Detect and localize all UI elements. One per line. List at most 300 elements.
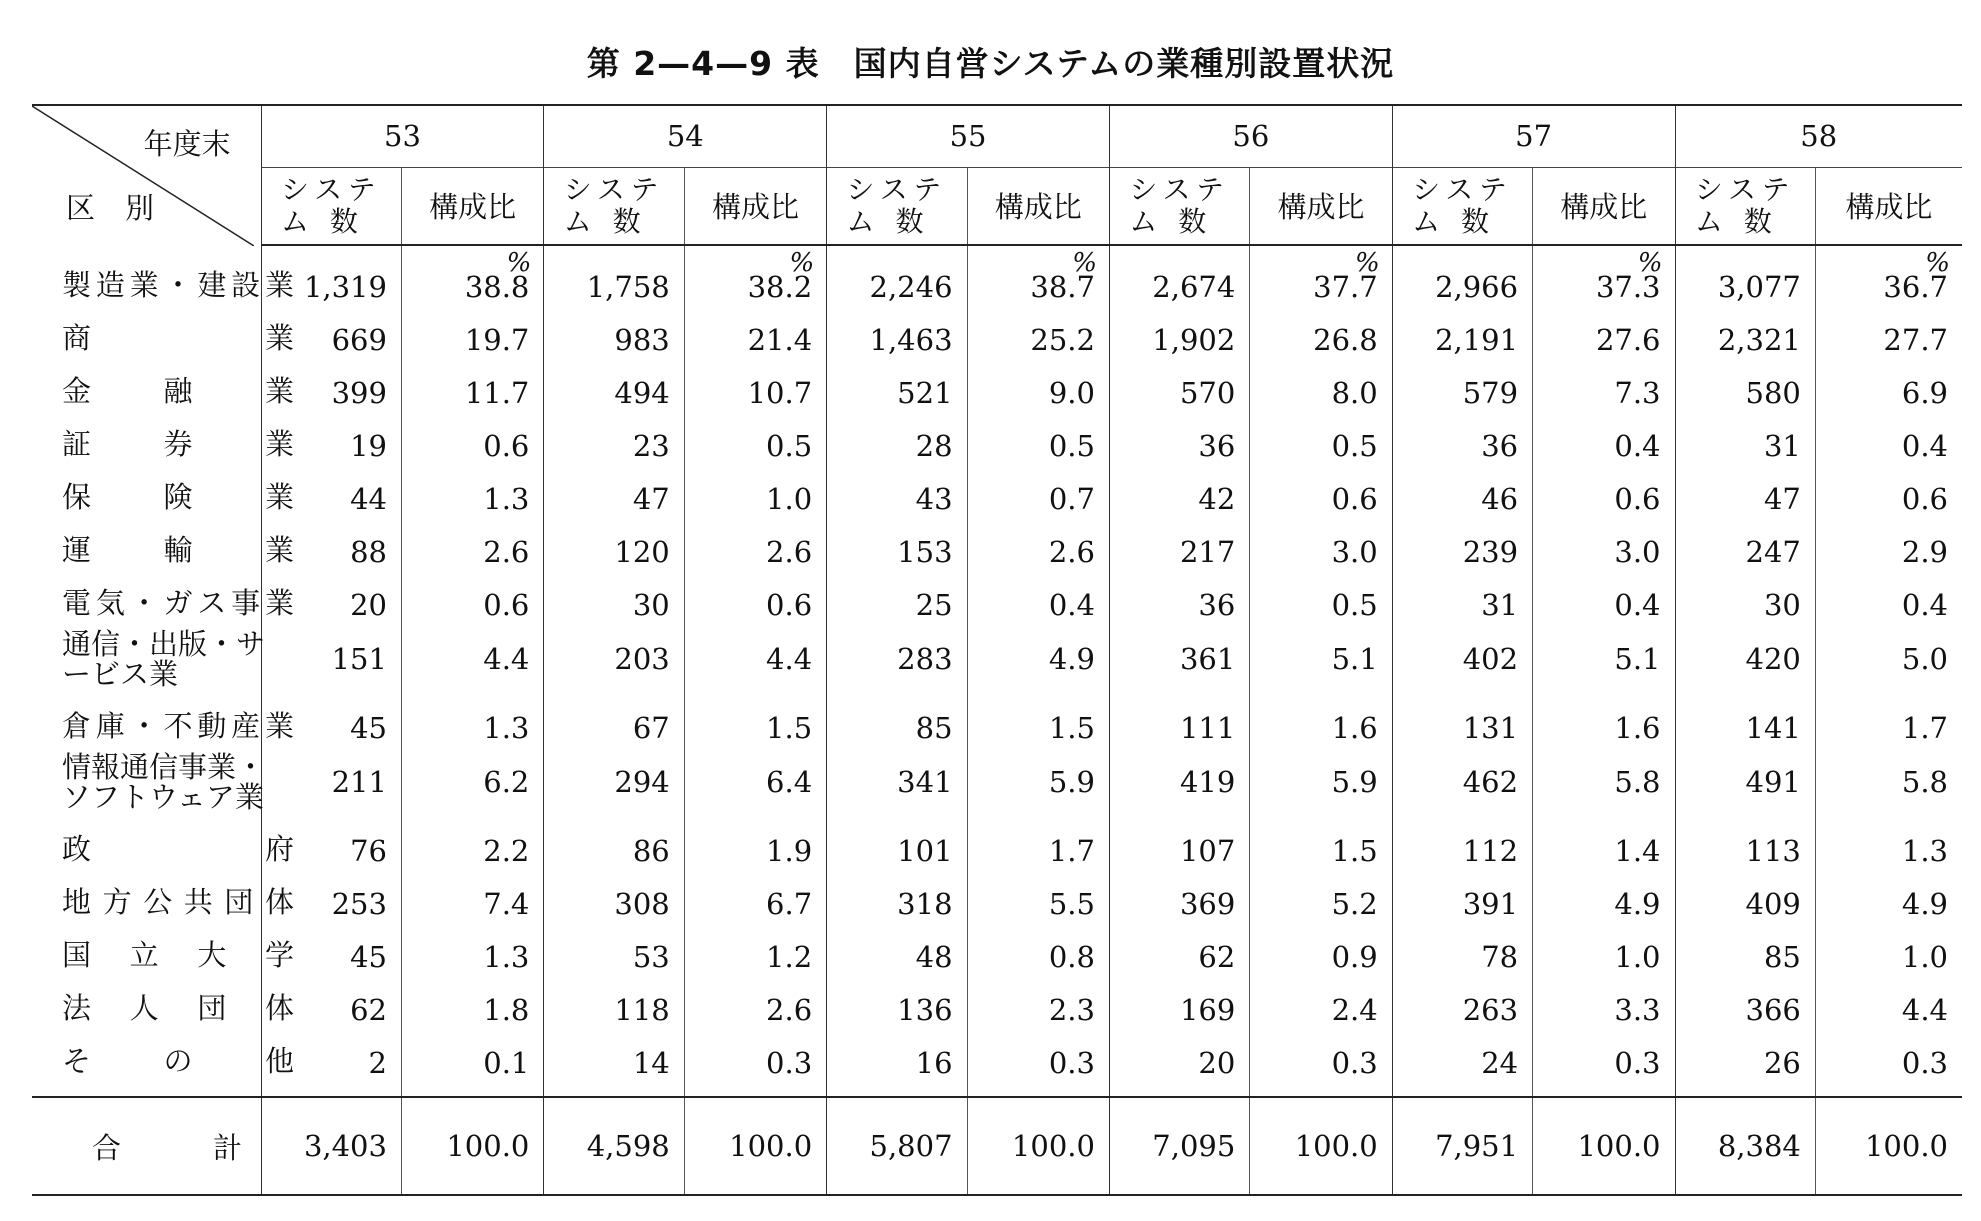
total-ratio-cell: 100.0	[401, 1097, 543, 1195]
row-label-text: 製 造 業 ・ 建 設 業	[62, 268, 294, 302]
system-count-cell: 211	[261, 749, 401, 819]
system-count-cell: 47	[544, 467, 684, 520]
system-count-cell: 131	[1392, 696, 1532, 749]
ratio-cell	[1815, 467, 1962, 520]
col-header-ratio: 構成比	[967, 167, 1109, 245]
ratio-value: 1.3	[483, 482, 530, 516]
ratio-value: 36.7	[1883, 270, 1948, 304]
system-count-label	[1412, 174, 1513, 238]
ratio-value: 19.7	[464, 323, 530, 357]
system-count-cell: 399	[261, 361, 401, 414]
system-count-cell: 48	[827, 925, 967, 978]
system-count-cell: 308	[544, 872, 684, 925]
system-count-label-line2: ム 数	[563, 204, 647, 238]
ratio-cell	[1533, 696, 1675, 749]
ratio-cell	[1533, 467, 1675, 520]
system-count-cell: 263	[1392, 978, 1532, 1031]
system-count-cell: 420	[1675, 626, 1815, 696]
ratio-value: 0.3	[1901, 1046, 1948, 1080]
system-count-label-line2: ム 数	[280, 204, 364, 238]
percent-mark: %	[506, 248, 532, 278]
corner-label-year-end: 年度末	[143, 127, 231, 161]
ratio-cell	[684, 696, 826, 749]
ratio-value: 5.1	[1614, 642, 1661, 676]
ratio-value: 5.2	[1331, 887, 1378, 921]
ratio-value: 0.5	[1331, 588, 1378, 622]
ratio-cell	[1815, 819, 1962, 872]
col-header-system-count	[1675, 167, 1815, 245]
table-row	[32, 414, 1962, 467]
system-count-cell: 25	[827, 573, 967, 626]
row-label-text: 倉 庫 ・ 不 動 産 業	[62, 709, 294, 743]
system-count-label	[1129, 174, 1230, 238]
system-count-cell: 36	[1392, 414, 1532, 467]
ratio-cell	[401, 626, 543, 696]
ratio-cell	[684, 520, 826, 573]
system-count-label-line1: システ	[1412, 172, 1513, 206]
ratio-value: 2.6	[483, 535, 530, 569]
ratio-cell	[401, 520, 543, 573]
ratio-value: 0.6	[483, 429, 530, 463]
ratio-cell	[1250, 819, 1392, 872]
ratio-cell	[684, 245, 826, 308]
ratio-cell	[967, 696, 1109, 749]
col-header-system-count	[261, 167, 401, 245]
system-count-cell: 391	[1392, 872, 1532, 925]
ratio-cell	[967, 520, 1109, 573]
ratio-cell	[1533, 819, 1675, 872]
row-label-text: 政 府	[62, 832, 294, 866]
row-label	[32, 520, 294, 573]
row-label-line1: 情報通信事業・	[62, 750, 266, 784]
percent-mark: %	[1637, 248, 1663, 278]
ratio-cell	[967, 414, 1109, 467]
row-label-text: 金 融 業	[62, 374, 294, 408]
ratio-cell	[684, 414, 826, 467]
year-header: 53	[261, 105, 544, 167]
ratio-cell	[967, 245, 1109, 308]
system-count-label-line2: ム 数	[846, 204, 930, 238]
ratio-value: 0.6	[483, 588, 530, 622]
data-table	[32, 104, 1962, 1196]
ratio-cell	[967, 749, 1109, 819]
ratio-cell	[1815, 925, 1962, 978]
ratio-cell	[1815, 414, 1962, 467]
ratio-value: 6.9	[1901, 376, 1948, 410]
col-header-ratio: 構成比	[401, 167, 543, 245]
ratio-cell	[401, 414, 543, 467]
table-row	[32, 925, 1962, 978]
ratio-cell	[684, 872, 826, 925]
table-row	[32, 361, 1962, 414]
ratio-cell	[967, 872, 1109, 925]
system-count-cell: 47	[1675, 467, 1815, 520]
row-label-text: 国 立 大 学	[62, 938, 294, 972]
row-label-text: 法 人 団 体	[62, 991, 294, 1025]
spacer-cell	[967, 1084, 1109, 1097]
ratio-cell	[967, 978, 1109, 1031]
system-count-cell: 30	[1675, 573, 1815, 626]
system-count-cell: 341	[827, 749, 967, 819]
system-count-cell: 217	[1109, 520, 1249, 573]
spacer-cell	[32, 1084, 261, 1097]
ratio-cell	[401, 819, 543, 872]
system-count-cell: 579	[1392, 361, 1532, 414]
system-count-cell: 67	[544, 696, 684, 749]
table-row	[32, 872, 1962, 925]
ratio-value: 4.4	[766, 642, 813, 676]
ratio-cell	[401, 749, 543, 819]
year-header: 54	[544, 105, 827, 167]
ratio-cell	[684, 749, 826, 819]
spacer-cell	[684, 1084, 826, 1097]
ratio-value: 1.7	[1901, 711, 1948, 745]
ratio-value: 5.8	[1901, 765, 1948, 799]
ratio-value: 0.9	[1331, 940, 1378, 974]
spacer-cell	[1109, 1084, 1249, 1097]
header-corner	[32, 105, 261, 245]
system-count-label	[1695, 174, 1796, 238]
ratio-value: 1.5	[766, 711, 813, 745]
ratio-cell	[967, 626, 1109, 696]
percent-mark: %	[1072, 248, 1097, 278]
ratio-cell	[1250, 1031, 1392, 1084]
ratio-cell	[1533, 573, 1675, 626]
spacer-cell	[261, 1084, 401, 1097]
spacer-cell	[827, 1084, 967, 1097]
table-row	[32, 749, 1962, 819]
system-count-label-line2: ム 数	[1694, 204, 1778, 238]
total-system-count-cell: 7,951	[1392, 1097, 1532, 1195]
ratio-value: 7.3	[1614, 376, 1661, 410]
ratio-cell	[1533, 414, 1675, 467]
row-label	[32, 925, 294, 978]
ratio-value: 4.9	[1048, 642, 1095, 676]
system-count-label-line2: ム 数	[1412, 204, 1496, 238]
system-count-cell: 62	[1109, 925, 1249, 978]
ratio-cell	[1533, 978, 1675, 1031]
ratio-value: 1.0	[1901, 940, 1948, 974]
row-label	[32, 749, 266, 819]
ratio-value: 11.7	[464, 376, 530, 410]
ratio-cell	[1815, 245, 1962, 308]
ratio-cell	[967, 819, 1109, 872]
total-system-count-cell: 5,807	[827, 1097, 967, 1195]
row-label-text: 証 券 業	[62, 427, 294, 461]
ratio-value: 1.8	[483, 993, 530, 1027]
system-count-cell: 120	[544, 520, 684, 573]
system-count-label	[281, 174, 382, 238]
row-label	[32, 626, 266, 696]
ratio-value: 0.3	[1331, 1046, 1378, 1080]
ratio-cell	[684, 361, 826, 414]
ratio-value: 0.3	[1048, 1046, 1095, 1080]
ratio-value: 2.6	[1048, 535, 1095, 569]
system-count-cell: 141	[1675, 696, 1815, 749]
row-label-text: 運 輸 業	[62, 533, 294, 567]
system-count-cell: 1,463	[827, 308, 967, 361]
system-count-cell: 294	[544, 749, 684, 819]
ratio-value: 0.8	[1048, 940, 1095, 974]
ratio-value: 1.0	[1614, 940, 1661, 974]
ratio-cell	[1250, 696, 1392, 749]
system-count-cell: 26	[1675, 1031, 1815, 1084]
row-label	[32, 308, 294, 361]
ratio-cell	[1250, 467, 1392, 520]
system-count-cell: 28	[827, 414, 967, 467]
ratio-cell	[1533, 626, 1675, 696]
system-count-cell: 2,321	[1675, 308, 1815, 361]
system-count-label-line1: システ	[1694, 172, 1796, 206]
system-count-cell: 169	[1109, 978, 1249, 1031]
system-count-label-line1: システ	[280, 172, 382, 206]
total-ratio-cell: 100.0	[1250, 1097, 1392, 1195]
system-count-cell: 2,966	[1392, 245, 1532, 308]
system-count-cell: 43	[827, 467, 967, 520]
system-count-cell: 24	[1392, 1031, 1532, 1084]
system-count-label-line2: ム 数	[1129, 204, 1213, 238]
system-count-cell: 283	[827, 626, 967, 696]
ratio-value: 26.8	[1313, 323, 1378, 357]
system-count-cell: 409	[1675, 872, 1815, 925]
system-count-cell: 53	[544, 925, 684, 978]
ratio-cell	[1533, 749, 1675, 819]
ratio-value: 5.5	[1048, 887, 1095, 921]
ratio-value: 0.6	[1901, 482, 1948, 516]
ratio-value: 0.3	[1614, 1046, 1661, 1080]
ratio-value: 10.7	[747, 376, 813, 410]
system-count-cell: 1,758	[544, 245, 684, 308]
ratio-value: 1.2	[766, 940, 813, 974]
ratio-value: 8.0	[1331, 376, 1378, 410]
ratio-cell	[401, 696, 543, 749]
ratio-value: 0.7	[1048, 482, 1095, 516]
ratio-cell	[1250, 978, 1392, 1031]
spacer-cell	[1533, 1084, 1675, 1097]
row-label-line2: ソフトウェア業	[62, 780, 264, 814]
system-count-cell: 46	[1392, 467, 1532, 520]
system-count-cell: 101	[827, 819, 967, 872]
ratio-value: 4.9	[1901, 887, 1948, 921]
row-label-text: 商 業	[62, 321, 294, 355]
spacer-cell	[401, 1084, 543, 1097]
ratio-value: 0.6	[766, 588, 813, 622]
system-count-cell: 31	[1675, 414, 1815, 467]
ratio-value: 0.5	[1331, 429, 1378, 463]
ratio-cell	[684, 467, 826, 520]
ratio-value: 1.5	[1331, 834, 1378, 868]
ratio-value: 1.5	[1048, 711, 1095, 745]
ratio-cell	[684, 1031, 826, 1084]
system-count-cell: 3,077	[1675, 245, 1815, 308]
ratio-value: 7.4	[483, 887, 530, 921]
system-count-cell: 494	[544, 361, 684, 414]
ratio-cell	[1815, 626, 1962, 696]
ratio-value: 2.9	[1901, 535, 1948, 569]
ratio-value: 0.4	[1614, 588, 1661, 622]
ratio-value: 2.3	[1048, 993, 1095, 1027]
system-count-cell: 136	[827, 978, 967, 1031]
ratio-cell	[684, 626, 826, 696]
ratio-value: 6.4	[766, 765, 813, 799]
ratio-cell	[1815, 749, 1962, 819]
row-label	[32, 245, 294, 308]
row-label-text: 保 険 業	[62, 480, 294, 514]
system-count-cell: 44	[261, 467, 401, 520]
ratio-value: 0.4	[1614, 429, 1661, 463]
total-system-count-cell: 4,598	[544, 1097, 684, 1195]
row-label	[32, 361, 294, 414]
ratio-cell	[684, 978, 826, 1031]
ratio-cell	[1533, 872, 1675, 925]
system-count-cell: 45	[261, 925, 401, 978]
ratio-value: 6.7	[766, 887, 813, 921]
col-header-ratio: 構成比	[1250, 167, 1392, 245]
ratio-value: 25.2	[1030, 323, 1095, 357]
ratio-value: 5.0	[1901, 642, 1948, 676]
system-count-cell: 118	[544, 978, 684, 1031]
ratio-value: 2.4	[1331, 993, 1378, 1027]
system-count-label-line1: システ	[846, 172, 948, 206]
ratio-cell	[1533, 361, 1675, 414]
ratio-cell	[684, 308, 826, 361]
ratio-value: 1.7	[1048, 834, 1095, 868]
ratio-value: 4.9	[1614, 887, 1661, 921]
total-ratio-cell: 100.0	[1533, 1097, 1675, 1195]
row-label	[32, 573, 294, 626]
table-row	[32, 520, 1962, 573]
system-count-cell: 42	[1109, 467, 1249, 520]
system-count-cell: 402	[1392, 626, 1532, 696]
ratio-cell	[401, 361, 543, 414]
ratio-cell	[401, 872, 543, 925]
ratio-value: 1.9	[766, 834, 813, 868]
ratio-value: 1.3	[483, 940, 530, 974]
system-count-cell: 580	[1675, 361, 1815, 414]
system-count-cell: 31	[1392, 573, 1532, 626]
col-header-system-count	[827, 167, 967, 245]
total-row	[32, 1097, 1962, 1195]
system-count-cell: 14	[544, 1031, 684, 1084]
system-count-label-line1: システ	[1129, 172, 1230, 206]
system-count-cell: 62	[261, 978, 401, 1031]
ratio-value: 5.9	[1048, 765, 1095, 799]
system-count-cell: 151	[261, 626, 401, 696]
system-count-cell: 88	[261, 520, 401, 573]
ratio-value: 0.6	[1331, 482, 1378, 516]
ratio-value: 1.0	[766, 482, 813, 516]
ratio-cell	[401, 308, 543, 361]
system-count-cell: 45	[261, 696, 401, 749]
ratio-value: 1.6	[1331, 711, 1378, 745]
ratio-value: 0.5	[766, 429, 813, 463]
system-count-cell: 521	[827, 361, 967, 414]
ratio-cell	[401, 925, 543, 978]
ratio-value: 37.7	[1313, 270, 1378, 304]
ratio-value: 5.1	[1331, 642, 1378, 676]
total-system-count-cell: 8,384	[1675, 1097, 1815, 1195]
ratio-cell	[401, 1031, 543, 1084]
ratio-cell	[1250, 626, 1392, 696]
ratio-value: 1.3	[483, 711, 530, 745]
system-count-cell: 203	[544, 626, 684, 696]
ratio-value: 0.3	[766, 1046, 813, 1080]
row-label	[32, 467, 294, 520]
ratio-value: 1.6	[1614, 711, 1661, 745]
table-row	[32, 308, 1962, 361]
table-row	[32, 573, 1962, 626]
system-count-label-line1: システ	[563, 172, 665, 206]
ratio-cell	[1533, 245, 1675, 308]
ratio-value: 1.3	[1901, 834, 1948, 868]
col-header-system-count	[1392, 167, 1532, 245]
ratio-cell	[967, 308, 1109, 361]
system-count-cell: 1,319	[261, 245, 401, 308]
ratio-cell	[401, 245, 543, 308]
system-count-cell: 2	[261, 1031, 401, 1084]
percent-mark: %	[789, 248, 815, 278]
total-ratio-cell: 100.0	[967, 1097, 1109, 1195]
ratio-value: 1.4	[1614, 834, 1661, 868]
system-count-label	[847, 174, 948, 238]
ratio-value: 9.0	[1048, 376, 1095, 410]
system-count-cell: 491	[1675, 749, 1815, 819]
ratio-cell	[1250, 573, 1392, 626]
ratio-value: 27.7	[1883, 323, 1948, 357]
system-count-cell: 2,191	[1392, 308, 1532, 361]
ratio-cell	[1533, 1031, 1675, 1084]
system-count-cell: 983	[544, 308, 684, 361]
ratio-cell	[1815, 308, 1962, 361]
ratio-value: 0.4	[1901, 588, 1948, 622]
system-count-cell: 36	[1109, 414, 1249, 467]
system-count-cell: 366	[1675, 978, 1815, 1031]
ratio-value: 27.6	[1595, 323, 1661, 357]
ratio-cell	[401, 573, 543, 626]
table-row	[32, 978, 1962, 1031]
system-count-cell: 253	[261, 872, 401, 925]
col-header-ratio: 構成比	[1533, 167, 1675, 245]
ratio-cell	[1250, 749, 1392, 819]
system-count-cell: 16	[827, 1031, 967, 1084]
year-header: 58	[1675, 105, 1962, 167]
system-count-cell: 86	[544, 819, 684, 872]
ratio-value: 2.2	[483, 834, 530, 868]
ratio-cell	[1815, 361, 1962, 414]
col-header-ratio: 構成比	[684, 167, 826, 245]
ratio-value: 0.4	[1901, 429, 1948, 463]
ratio-cell	[967, 925, 1109, 978]
system-count-cell: 78	[1392, 925, 1532, 978]
system-count-cell: 76	[261, 819, 401, 872]
ratio-cell	[1815, 1031, 1962, 1084]
col-header-system-count	[1109, 167, 1249, 245]
ratio-cell	[1815, 696, 1962, 749]
system-count-cell: 111	[1109, 696, 1249, 749]
ratio-value: 3.0	[1331, 535, 1378, 569]
ratio-cell	[684, 819, 826, 872]
spacer-cell	[544, 1084, 684, 1097]
ratio-cell	[967, 361, 1109, 414]
ratio-value: 5.8	[1614, 765, 1661, 799]
system-count-cell: 2,674	[1109, 245, 1249, 308]
ratio-value: 0.5	[1048, 429, 1095, 463]
ratio-value: 6.2	[483, 765, 530, 799]
system-count-cell: 247	[1675, 520, 1815, 573]
table-row	[32, 626, 1962, 696]
table-row	[32, 819, 1962, 872]
system-count-cell: 113	[1675, 819, 1815, 872]
